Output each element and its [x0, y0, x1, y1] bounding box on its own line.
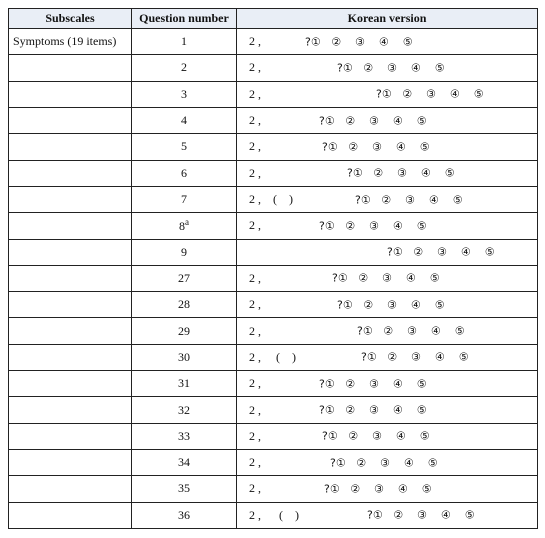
table-row	[9, 344, 538, 370]
subscale-question-table	[8, 8, 538, 529]
response-scale: ?① ② ③ ④ ⑤	[367, 508, 475, 522]
question-number-cell	[132, 107, 237, 133]
table-row	[9, 29, 538, 55]
response-scale: ?① ② ③ ④ ⑤	[305, 35, 413, 49]
header-row	[9, 9, 538, 29]
question-number-cell	[132, 239, 237, 265]
korean-version-cell	[237, 397, 538, 423]
subscale-cell	[9, 397, 132, 423]
table-row	[9, 371, 538, 397]
header-korean-version: Korean version	[237, 9, 538, 29]
question-number: 1	[181, 34, 187, 49]
question-number-cell	[132, 186, 237, 212]
subscale-cell	[9, 107, 132, 133]
question-number-cell	[132, 29, 237, 55]
table-row	[9, 450, 538, 476]
subscale-cell	[9, 371, 132, 397]
item-text: 2 ,	[249, 376, 261, 391]
question-number: 9	[181, 244, 187, 259]
response-scale: ?① ② ③ ④ ⑤	[361, 350, 469, 364]
response-scale: ?① ② ③ ④ ⑤	[376, 87, 484, 101]
question-number-cell	[132, 134, 237, 160]
korean-version-cell	[237, 186, 538, 212]
korean-version-cell	[237, 371, 538, 397]
item-text: 2 ,	[249, 270, 261, 285]
response-scale: ?① ② ③ ④ ⑤	[319, 114, 427, 128]
question-number: 30	[178, 349, 190, 364]
item-text: 2 ,	[249, 481, 261, 496]
question-number: 35	[178, 481, 190, 496]
header-subscales: Subscales	[9, 9, 132, 29]
subscale-cell	[9, 160, 132, 186]
question-number: 32	[178, 402, 190, 417]
korean-version-cell	[237, 213, 538, 239]
question-number-cell	[132, 476, 237, 502]
subscale-cell	[9, 423, 132, 449]
subscale-cell	[9, 239, 132, 265]
subscale-cell	[9, 292, 132, 318]
response-scale: ?① ② ③ ④ ⑤	[355, 193, 463, 207]
table-row	[9, 292, 538, 318]
item-text: 2 , ( )	[249, 349, 296, 364]
question-number: 36	[178, 507, 190, 522]
item-text: 2 ,	[249, 34, 261, 49]
korean-version-cell	[237, 239, 538, 265]
table-row	[9, 213, 538, 239]
response-scale: ?① ② ③ ④ ⑤	[319, 219, 427, 233]
response-scale: ?① ② ③ ④ ⑤	[347, 166, 455, 180]
subscale-cell	[9, 318, 132, 344]
item-text: 2 ,	[249, 455, 261, 470]
item-text: 2 ,	[249, 428, 261, 443]
question-number-cell	[132, 81, 237, 107]
question-number: 29	[178, 323, 190, 338]
korean-version-cell	[237, 502, 538, 528]
table-row	[9, 423, 538, 449]
subscale-cell	[9, 81, 132, 107]
subscale-cell	[9, 450, 132, 476]
response-scale: ?① ② ③ ④ ⑤	[322, 429, 430, 443]
question-number: 28	[178, 297, 190, 312]
question-number-cell	[132, 371, 237, 397]
question-number: 33	[178, 428, 190, 443]
question-number: 3	[181, 86, 187, 101]
response-scale: ?① ② ③ ④ ⑤	[319, 403, 427, 417]
korean-version-cell	[237, 450, 538, 476]
item-text: 2 ,	[249, 297, 261, 312]
item-text: 2 ,	[249, 139, 261, 154]
response-scale: ?① ② ③ ④ ⑤	[330, 456, 438, 470]
subscale-cell: Symptoms (19 items)	[9, 29, 132, 55]
question-number-cell	[132, 344, 237, 370]
question-number-cell	[132, 55, 237, 81]
item-text: 2 ,	[249, 86, 261, 101]
response-scale: ?① ② ③ ④ ⑤	[357, 324, 465, 338]
table-row	[9, 502, 538, 528]
table-row	[9, 107, 538, 133]
subscale-cell	[9, 213, 132, 239]
korean-version-cell	[237, 134, 538, 160]
table-row	[9, 160, 538, 186]
response-scale: ?① ② ③ ④ ⑤	[322, 140, 430, 154]
item-text: 2 ,	[249, 165, 261, 180]
response-scale: ?① ② ③ ④ ⑤	[324, 482, 432, 496]
response-scale: ?① ② ③ ④ ⑤	[319, 377, 427, 391]
subscale-cell	[9, 186, 132, 212]
table-row	[9, 55, 538, 81]
question-number: 8	[179, 219, 185, 234]
table-row	[9, 186, 538, 212]
subscale-cell	[9, 55, 132, 81]
response-scale: ?① ② ③ ④ ⑤	[332, 271, 440, 285]
item-text: 2 ,	[249, 402, 261, 417]
question-number-cell	[132, 397, 237, 423]
footnote-marker: a	[185, 217, 189, 228]
question-number-cell	[132, 160, 237, 186]
table-row	[9, 318, 538, 344]
subscale-cell	[9, 265, 132, 291]
item-text: 2 ,	[249, 218, 261, 233]
question-number: 5	[181, 139, 187, 154]
item-text: 2 ,	[249, 60, 261, 75]
question-number-cell	[132, 265, 237, 291]
response-scale: ?① ② ③ ④ ⑤	[337, 298, 445, 312]
korean-version-cell	[237, 55, 538, 81]
korean-version-cell	[237, 81, 538, 107]
table-row	[9, 397, 538, 423]
table-row	[9, 134, 538, 160]
response-scale: ?① ② ③ ④ ⑤	[337, 61, 445, 75]
subscale-cell	[9, 344, 132, 370]
question-number-cell	[132, 502, 237, 528]
question-number-cell	[132, 292, 237, 318]
korean-version-cell	[237, 29, 538, 55]
item-text: 2 , ( )	[249, 507, 299, 522]
korean-version-cell	[237, 160, 538, 186]
question-number-cell	[132, 213, 237, 239]
table-row	[9, 476, 538, 502]
question-number: 31	[178, 376, 190, 391]
item-text: 2 ,	[249, 323, 261, 338]
item-text: 2 ,	[249, 113, 261, 128]
table-row	[9, 81, 538, 107]
response-scale: ?① ② ③ ④ ⑤	[387, 245, 495, 259]
table-row	[9, 265, 538, 291]
question-number-cell	[132, 318, 237, 344]
korean-version-cell	[237, 292, 538, 318]
header-question-number: Question number	[132, 9, 237, 29]
table-row	[9, 239, 538, 265]
subscale-cell	[9, 134, 132, 160]
question-number: 34	[178, 455, 190, 470]
korean-version-cell	[237, 423, 538, 449]
korean-version-cell	[237, 107, 538, 133]
question-number-cell	[132, 423, 237, 449]
question-number: 2	[181, 60, 187, 75]
question-number: 6	[181, 165, 187, 180]
subscale-cell	[9, 502, 132, 528]
item-text: 2 , ( )	[249, 192, 293, 207]
korean-version-cell	[237, 318, 538, 344]
question-number: 27	[178, 270, 190, 285]
korean-version-cell	[237, 265, 538, 291]
subscale-cell	[9, 476, 132, 502]
question-number: 7	[181, 192, 187, 207]
korean-version-cell	[237, 476, 538, 502]
question-number: 4	[181, 113, 187, 128]
question-number-cell	[132, 450, 237, 476]
korean-version-cell	[237, 344, 538, 370]
